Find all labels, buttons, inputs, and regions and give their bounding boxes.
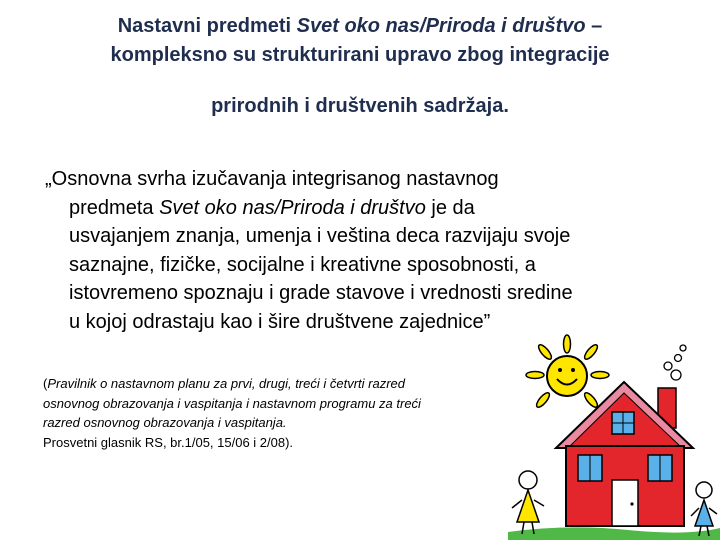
quote-line-2: predmeta Svet oko nas/Priroda i društvo je da — [69, 196, 475, 219]
title-line-2: kompleksno su strukturirani upravo zbog integracije — [110, 44, 610, 66]
source-line-2: osnovnog obrazovanja i vaspitanja i nastavnom programu za treći — [43, 395, 421, 411]
quote-line-3: usvajanjem znanja, umenja i veština deca razvijaju svoje — [69, 225, 571, 247]
door — [612, 480, 638, 526]
sun-eye-right — [571, 368, 575, 372]
title-line-3: prirodnih i društvenih sadržaja. — [211, 95, 509, 117]
quote-line-6: u kojoj odrastaju kao i šire društvene zajednice” — [69, 310, 491, 333]
house-drawing-svg — [508, 330, 720, 540]
chimney-smoke — [664, 345, 686, 380]
source-line-3: razred osnovnog obrazovanja i vaspitanja. — [43, 415, 287, 430]
sun-eye-left — [558, 368, 562, 372]
quote-line-5: istovremeno spoznaju i grade stavove i vrednosti sredine — [69, 282, 573, 304]
quote-line-1: „Osnovna svrha izučavanja integrisanog nastavnog — [45, 168, 499, 190]
child-left — [512, 471, 544, 534]
house-illustration — [508, 330, 720, 540]
title-line-1: Nastavni predmeti Svet oko nas/Priroda i društvo – — [117, 15, 603, 37]
source-line-4: Prosvetni glasnik RS, br.1/05, 15/06 i 2/08). — [43, 434, 294, 450]
page-title — [20, 12, 700, 121]
source-line-1: (Pravilnik o nastavnom planu za prvi, drugi, treći i četvrti razred — [43, 376, 405, 391]
quote-line-4: saznajne, fizičke, socijalne i kreativne sposobnosti, a — [69, 253, 536, 276]
source-citation — [43, 374, 523, 452]
sun — [547, 356, 587, 396]
ground — [508, 527, 720, 540]
child-right — [691, 482, 717, 536]
quote-block — [45, 165, 705, 336]
